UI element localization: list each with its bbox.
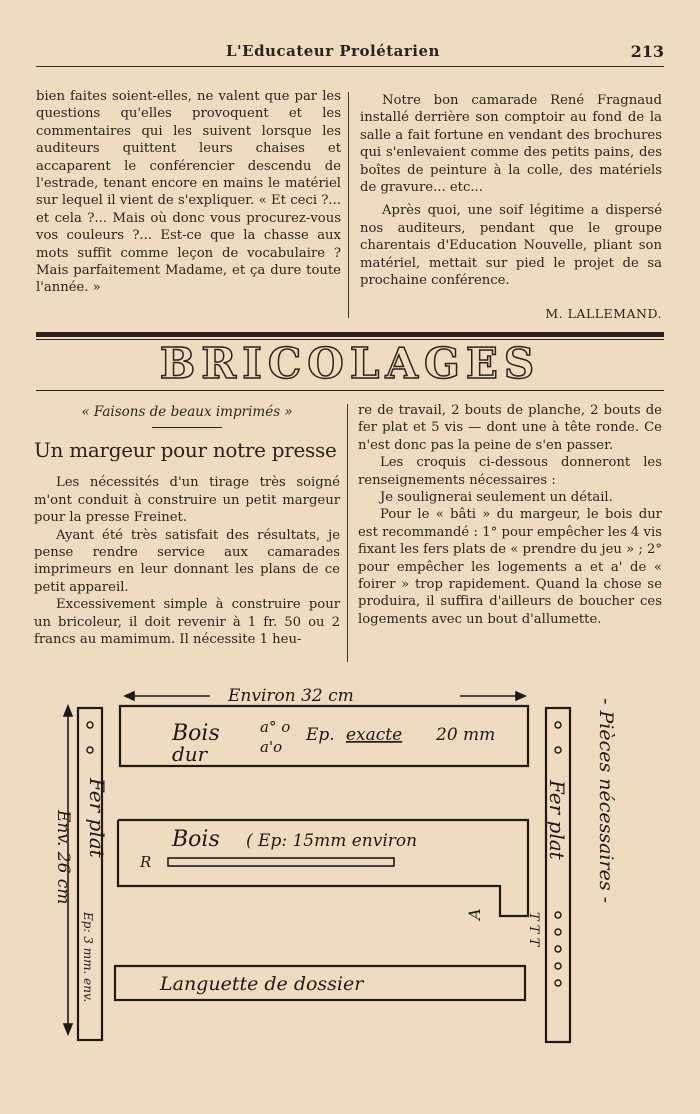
paragraph: Les croquis ci-dessous donneront les renseignements nécessaires : <box>358 455 662 488</box>
paragraph: Je soulignerai seulement un détail. <box>380 490 613 506</box>
board2-ep: ( Ep: 15mm environ <box>246 831 418 851</box>
article-left-column <box>34 404 340 648</box>
article-right-column <box>358 402 662 628</box>
board3-label: Languette de dossier <box>160 973 364 995</box>
board1-marks-top: a° o <box>260 718 291 736</box>
running-header <box>36 40 664 66</box>
board1-ep-value: exacte <box>346 725 403 745</box>
left-bar-thickness: Ep: 3 mm. env. <box>81 912 95 1003</box>
page-number: 213 <box>630 42 664 61</box>
board2-a-mark: A <box>465 908 484 920</box>
left-length-label: Env. 26 cm <box>53 810 73 905</box>
board1-marks-bottom: a'o <box>260 738 283 756</box>
header-rule <box>36 66 664 67</box>
paragraph: Après quoi, une soif légitime a dispersé nos auditeurs, pendant que le groupe charentais d'Education Nouvelle, pliant son matériel, mettait sur pied le projet de sa prochaine conférence. <box>360 203 662 289</box>
paragraph: Notre bon camarade René Fragnaud installé derrière son comptoir au fond de la salle a fait fortune en vendant des brochures qui s'enlevaient comme des petits pains, des boîtes de peinture à la colle, des matériels de gravure... etc... <box>360 93 662 196</box>
column-divider <box>348 92 349 318</box>
paragraph: bien faites soient-elles, ne valent que par les questions qu'elles provoquent et les commentaires qui les suivent lorsque les auditeurs quittent leurs chaises et accaparent le conférencier descendu de l'estrade, tenant encore en mains le matériel sur lequel il vient de s'expliquer. « Et ceci ?... et cela ?... Mais où donc vous procurez-vous vos couleurs ?... Est-ce que la chasse aux mots suffit comme leçon de vocabulaire ? Mais parfaitement Madame, et ça dure toute l'année. » <box>36 89 341 296</box>
arrowhead-left-icon <box>125 692 134 700</box>
article-subtitle: « Faisons de beaux imprimés » <box>81 404 293 420</box>
right-bar-marks: T T T <box>526 912 541 947</box>
paragraph: re de travail, 2 bouts de planche, 2 bouts de fer plat et 5 vis — dont une à tête ronde. Ce n'est donc pas la peine de s'en passer. <box>358 403 662 453</box>
arrowhead-up-icon <box>64 706 72 716</box>
top-right-column <box>360 92 662 323</box>
slot-r <box>168 858 394 866</box>
banner-rule <box>36 390 664 391</box>
board1-label: Bois <box>172 721 220 746</box>
board1-ep-size: 20 mm <box>436 725 496 745</box>
right-bar-label: Fer plat <box>545 780 569 860</box>
arrowhead-right-icon <box>516 692 525 700</box>
paragraph: Ayant été très satisfait des résultats, je pense rendre service aux camarades imprimeurs en leur donnant les plans de ce petit appareil. <box>34 527 340 595</box>
arrowhead-down-icon <box>64 1024 72 1034</box>
paragraph: Pour le « bâti » du margeur, le bois dur est recommandé : 1° pour empêcher les 4 vis fixant les fers plats de « prendre du jeu » ; 2° pour empêcher les logements a et a' de « foirer » trop rapidement. Quand la chose se produira, il suffira d'ailleurs de boucher ces logements avec un bout d'allumette. <box>358 507 662 627</box>
paragraph: Les nécessités d'un tirage très soigné m'ont conduit à construire un petit margeur pour la presse Freinet. <box>34 475 340 526</box>
sketch-svg <box>0 670 700 1110</box>
right-iron-bar <box>546 708 570 1042</box>
subtitle-rule <box>152 427 222 428</box>
board1-ep-prefix: Ep. <box>306 725 335 745</box>
paragraph: Excessivement simple à construire pour un bricoleur, il doit revenir à 1 fr. 50 ou 2 francs au mamimum. Il nécessite 1 heu- <box>34 597 340 648</box>
width-label: Environ 32 cm <box>228 686 354 706</box>
journal-title: L'Educateur Prolétarien <box>226 42 440 60</box>
board1-label-b: dur <box>172 742 208 766</box>
author-signature: M. LALLEMAND. <box>545 306 662 322</box>
column-divider <box>347 404 348 662</box>
article-title: Un margeur pour notre presse <box>34 438 337 463</box>
left-bar-label: Fer plat <box>85 778 109 858</box>
hand-drawn-sketch <box>0 670 700 1110</box>
board2-r-mark: R <box>140 853 152 871</box>
section-rule-thick <box>36 332 664 337</box>
top-left-column <box>36 88 341 297</box>
side-note: - Pièces nécessaires - <box>595 698 617 904</box>
section-banner: BRICOLAGES <box>159 339 541 388</box>
board2-label: Bois <box>172 827 220 852</box>
